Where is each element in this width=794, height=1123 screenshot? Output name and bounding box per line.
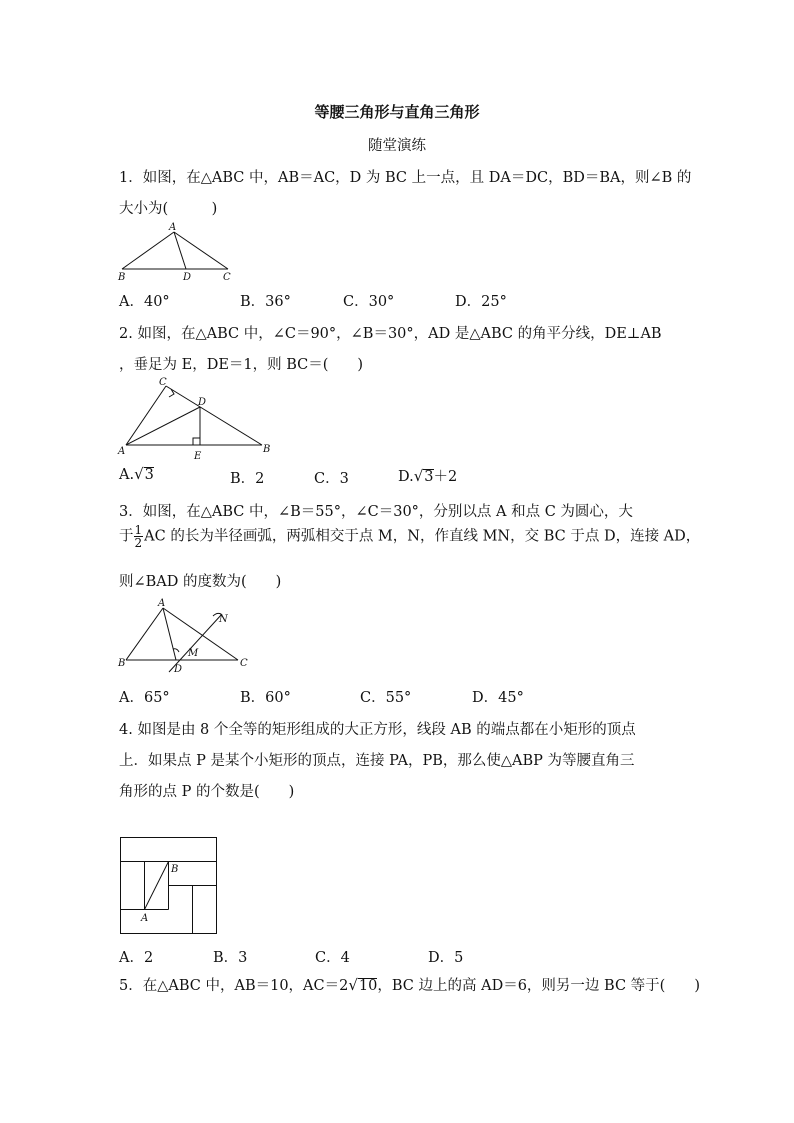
q3-line2-prefix: 于 <box>119 528 134 545</box>
q3-label-c: C <box>240 658 248 669</box>
q2-label-a: A <box>118 446 126 457</box>
q3-construction-figure <box>112 594 257 676</box>
q2-text-line2: ，垂足为 E，DE＝1，则 BC＝( ) <box>119 357 364 373</box>
q1-label-d: D <box>183 272 192 283</box>
q2-option-d-suffix: ＋2 <box>433 469 458 485</box>
radical-sign: √ <box>413 467 424 485</box>
q5-suffix: ，BC 边上的高 AD＝6，则另一边 BC 等于( ) <box>377 978 700 994</box>
q4-text-line3: 角形的点 P 的个数是( ) <box>119 784 295 800</box>
q4-text-line1: 4. 如图是由 8 个全等的矩形组成的大正方形，线段 AB 的端点都在小矩形的顶点 <box>119 722 636 738</box>
q4-option-b: B．3 <box>213 950 248 966</box>
q2-option-d-prefix: D. <box>398 469 414 485</box>
q2-option-b: B．2 <box>230 471 265 487</box>
q3-label-n: N <box>219 614 228 625</box>
section-subtitle: 随堂演练 <box>368 138 426 154</box>
q2-option-a <box>119 465 154 483</box>
q1-text-line2: 大小为( ) <box>119 201 218 217</box>
q3-text-line1: 3．如图，在△ABC 中，∠B＝55°，∠C＝30°，分别以点 A 和点 C 为圆心，大 <box>119 504 633 520</box>
q1-option-b: B．36° <box>240 294 291 310</box>
q2-triangle-figure <box>112 374 282 462</box>
q5-prefix: 5．在△ABC 中，AB＝10，AC＝2 <box>119 978 349 994</box>
q3-option-b: B．60° <box>240 690 291 706</box>
q3-label-m: M <box>188 648 199 659</box>
q1-text-line1: 1．如图，在△ABC 中，AB＝AC，D 为 BC 上一点，且 DA＝DC，BD＝BA，则∠B 的 <box>119 170 692 186</box>
q2-label-c: C <box>159 377 167 388</box>
q3-label-a: A <box>158 598 166 609</box>
q2-option-d-radicand: 3 <box>424 469 434 485</box>
q2-option-c: C．3 <box>314 471 349 487</box>
radical-sign: √ <box>348 976 358 994</box>
q3-text-line3: 则∠BAD 的度数为( ) <box>119 574 282 590</box>
q3-fraction <box>134 524 144 549</box>
q4-text-line2: 上．如果点 P 是某个小矩形的顶点，连接 PA，PB，那么使△ABP 为等腰直角三 <box>119 753 635 769</box>
q1-triangle-figure <box>110 220 240 284</box>
q2-text-line1: 2. 如图，在△ABC 中，∠C＝90°，∠B＝30°，AD 是△ABC 的角平分线，DE⊥AB <box>119 326 662 342</box>
q3-option-c: C．55° <box>360 690 412 706</box>
q3-option-a: A．65° <box>119 690 170 706</box>
q4-rectangle-grid-figure <box>114 832 222 936</box>
q3-line2-suffix: AC 的长为半径画弧，两弧相交于点 M，N，作直线 MN，交 BC 于点 D，连接 AD， <box>144 528 701 545</box>
q1-option-c: C．30° <box>343 294 395 310</box>
q2-label-b: B <box>263 444 271 455</box>
q3-label-d: D <box>174 664 183 675</box>
q4-option-c: C．4 <box>315 950 350 966</box>
radical-sign: √ <box>134 465 144 483</box>
q3-fraction-numerator: 1 <box>134 523 143 537</box>
q2-option-d <box>398 465 457 486</box>
q4-label-b: B <box>171 864 179 875</box>
q1-label-c: C <box>223 272 231 283</box>
q3-option-d: D．45° <box>472 690 524 706</box>
q2-label-e: E <box>194 451 202 462</box>
q5-text-line1 <box>119 974 700 995</box>
q4-option-d: D．5 <box>428 950 464 966</box>
q2-option-a-radicand: 3 <box>144 467 154 483</box>
q3-text-line2 <box>119 524 700 549</box>
q1-label-a: A <box>169 222 177 233</box>
q1-label-b: B <box>118 272 126 283</box>
q1-option-d: D．25° <box>455 294 507 310</box>
document-title: 等腰三角形与直角三角形 <box>314 103 480 121</box>
q1-option-a: A．40° <box>119 294 170 310</box>
q2-label-d: D <box>198 397 207 408</box>
q3-fraction-denominator: 2 <box>134 536 143 550</box>
q3-label-b: B <box>118 658 126 669</box>
q5-radicand: 10 <box>358 978 378 994</box>
q4-label-a: A <box>141 913 149 924</box>
q4-option-a: A．2 <box>119 950 154 966</box>
q2-option-a-prefix: A. <box>119 467 135 483</box>
